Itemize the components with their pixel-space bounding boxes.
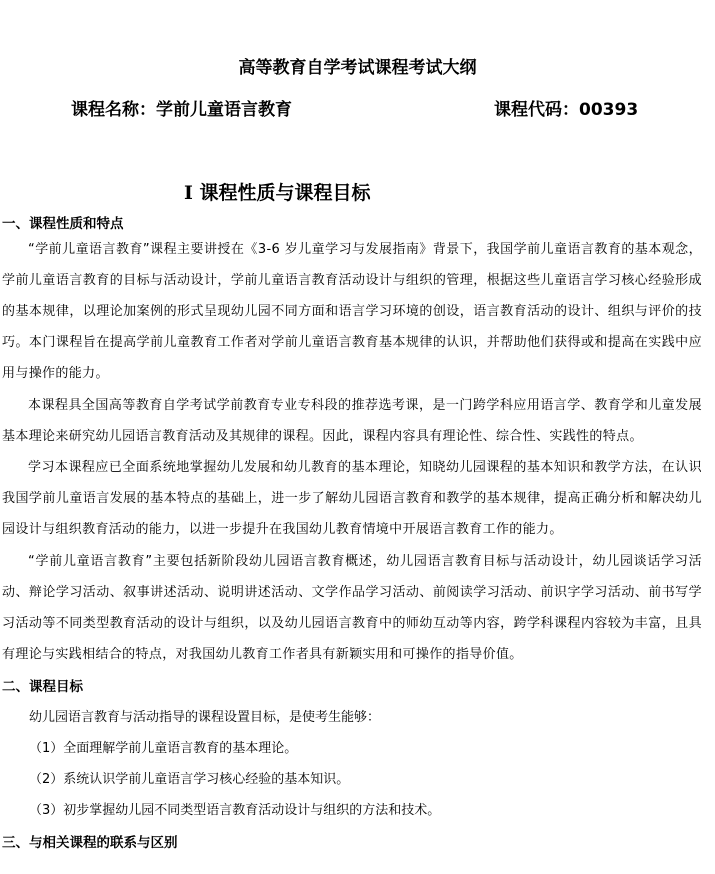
paragraph: 本课程具全国高等教育自学考试学前教育专业专科段的推荐选考课，是一门跨学科应用语言学、教育学和儿童发展基本理论来研究幼儿园语言教育活动及其规律的课程。因此，课程内容具有理论性、综合性、实践性的特点。 [2, 398, 702, 444]
section-heading-nature: 一、课程性质和特点 [2, 216, 124, 232]
part-title: Ⅰ 课程性质与课程目标 [184, 182, 371, 204]
course-code-label: 课程代码： [494, 100, 579, 120]
goal-item: （3）初步掌握幼儿园不同类型语言教育活动设计与组织的方法和技术。 [29, 803, 441, 818]
goal-item: （2）系统认识学前儿童语言学习核心经验的基本知识。 [29, 772, 350, 787]
goal-item: （1）全面理解学前儿童语言教育的基本理论。 [29, 741, 298, 756]
course-code-value: 00393 [579, 100, 639, 120]
paragraph: “学前儿童语言教育”课程主要讲授在《3-6 岁儿童学习与发展指南》背景下，我国学前儿童语言教育的基本观念，学前儿童语言教育的目标与活动设计，学前儿童语言教育活动设计与组织的管理，根据这些儿童语言学习核心经验形成的基本规律，以理论加案例的形式呈现幼儿园不同方面和语言学习环境的创设，语言教育活动的设计、组织与评价的技巧。本门课程旨在提高学前儿童教育工作者对学前儿童语言教育基本规律的认识，并帮助他们获得或和提高在实践中应用与操作的能力。 [2, 242, 702, 381]
section-heading-related-courses: 三、与相关课程的联系与区别 [2, 835, 178, 851]
paragraph: “学前儿童语言教育”主要包括新阶段幼儿园语言教育概述，幼儿园语言教育目标与活动设计，幼儿园谈话学习活动、辩论学习活动、叙事讲述活动、说明讲述活动、文学作品学习活动、前阅读学习活动、前识字学习活动、前书写学习活动等不同类型教育活动的设计与组织，以及幼儿园语言教育中的师幼互动等内容，跨学科课程内容较为丰富，且具有理论与实践相结合的特点，对我国幼儿教育工作者具有新颖实用和可操作的指导价值。 [2, 554, 702, 662]
course-code [494, 98, 638, 122]
paragraph: 学习本课程应已全面系统地掌握幼儿发展和幼儿教育的基本理论，知晓幼儿园课程的基本知识和教学方法，在认识我国学前儿童语言发展的基本特点的基础上，进一步了解幼儿园语言教育和教学的基本规律，提高正确分析和解决幼儿园设计与组织教育活动的能力，以进一步提升在我国幼儿教育情境中开展语言教育工作的能力。 [2, 460, 702, 537]
document-title: 高等教育自学考试课程考试大纲 [238, 58, 477, 78]
goals-intro: 幼儿园语言教育与活动指导的课程设置目标，是使考生能够： [29, 710, 381, 725]
section-heading-goals: 二、课程目标 [2, 679, 83, 695]
course-name: 课程名称：学前儿童语言教育 [71, 100, 292, 120]
